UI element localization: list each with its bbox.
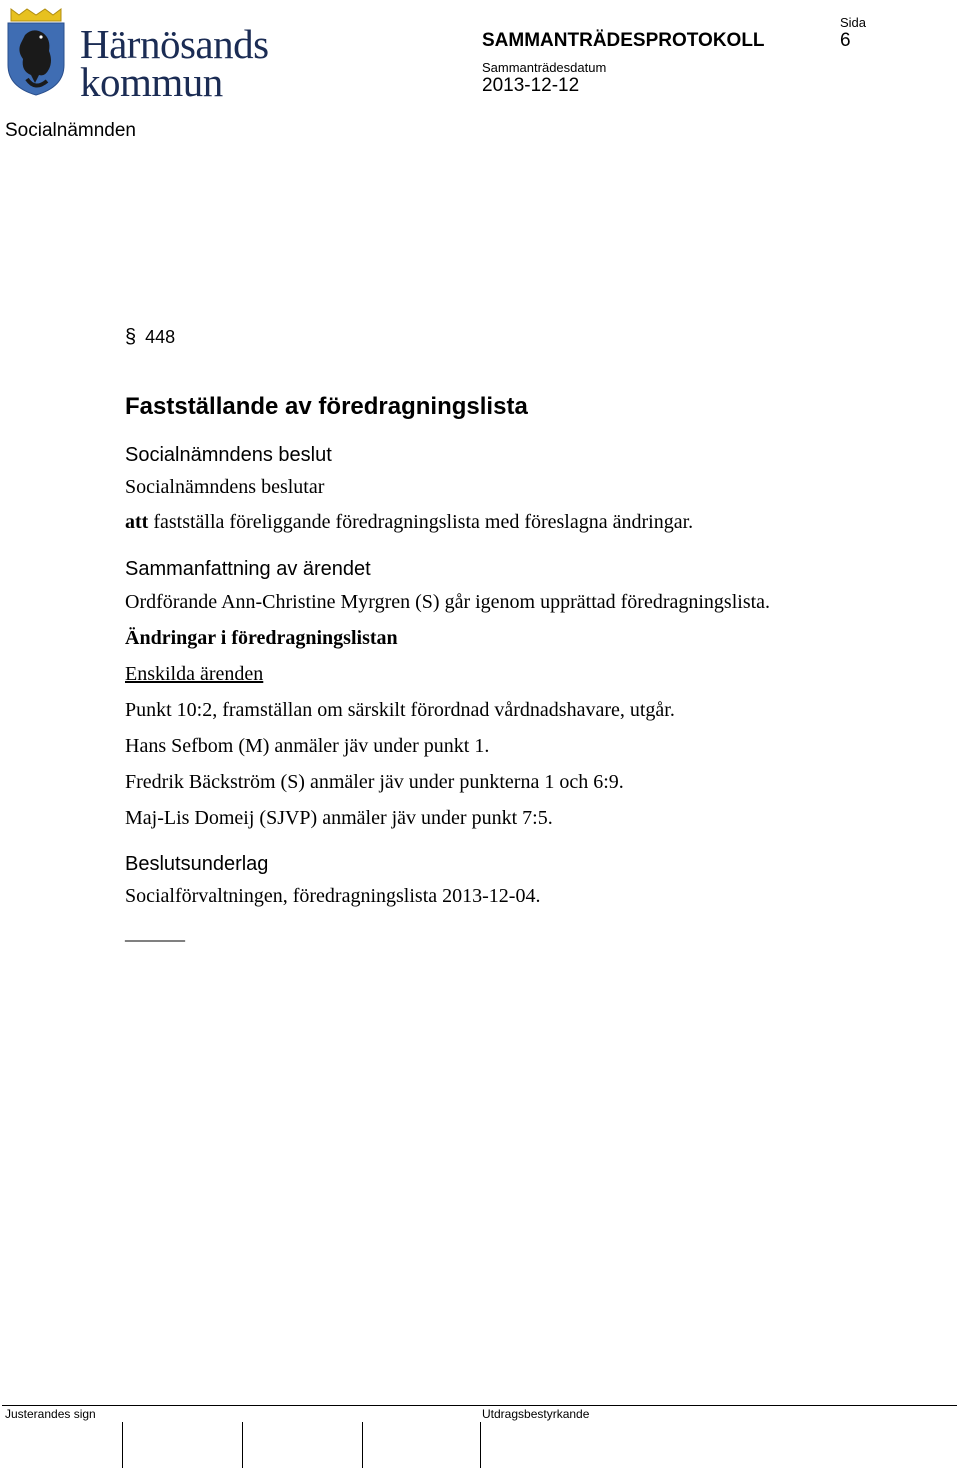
harnosand-crest-logo-icon xyxy=(5,5,67,97)
basis-heading: Beslutsunderlag xyxy=(125,853,269,875)
page-number: 6 xyxy=(840,30,851,51)
paragraph-number xyxy=(125,326,175,349)
page-label: Sida xyxy=(840,15,867,30)
signature-box-divider xyxy=(242,1422,243,1468)
certification-label: Utdragsbestyrkande xyxy=(482,1407,590,1421)
section-sign-icon: § xyxy=(125,326,137,348)
summary-text: Ordförande Ann-Christine Myrgren (S) går igenom upprättad föredragningslista. xyxy=(125,591,771,613)
meeting-date-label: Sammanträdesdatum xyxy=(482,60,607,75)
end-line: ______ xyxy=(125,922,185,944)
paragraph-number-value: 448 xyxy=(145,327,176,347)
basis-text: Socialförvaltningen, föredragningslista 2013-12-04. xyxy=(125,885,541,907)
decision-att: att xyxy=(125,511,149,533)
meeting-date: 2013-12-12 xyxy=(482,75,580,96)
footer-divider xyxy=(2,1405,957,1406)
private-matters-heading: Enskilda ärenden xyxy=(125,663,264,685)
agenda-item-title: Fastställande av föredragningslista xyxy=(125,393,528,420)
changes-heading: Ändringar i föredragningslistan xyxy=(125,627,398,649)
decision-text xyxy=(125,511,693,534)
signature-box-divider xyxy=(480,1422,481,1468)
signature-box-divider xyxy=(122,1422,123,1468)
document-type: SAMMANTRÄDESPROTOKOLL xyxy=(482,30,765,51)
decision-intro: Socialnämndens beslutar xyxy=(125,476,325,498)
decision-body: fastställa föreliggande föredragningslista med föreslagna ändringar. xyxy=(148,511,694,533)
committee-name: Socialnämnden xyxy=(5,120,136,141)
decision-heading: Socialnämndens beslut xyxy=(125,444,332,466)
signature-box-divider xyxy=(362,1422,363,1468)
summary-heading: Sammanfattning av ärendet xyxy=(125,558,371,580)
brand-name-line2: kommun xyxy=(80,59,223,105)
list-item: Fredrik Bäckström (S) anmäler jäv under punkterna 1 och 6:9. xyxy=(125,771,624,793)
list-item: Punkt 10:2, framställan om särskilt förordnad vårdnadshavare, utgår. xyxy=(125,699,675,721)
signature-label: Justerandes sign xyxy=(5,1407,96,1421)
list-item: Hans Sefbom (M) anmäler jäv under punkt 1. xyxy=(125,735,490,757)
brand-name-line1: Härnösands xyxy=(80,21,269,67)
list-item: Maj-Lis Domeij (SJVP) anmäler jäv under punkt 7:5. xyxy=(125,807,553,829)
